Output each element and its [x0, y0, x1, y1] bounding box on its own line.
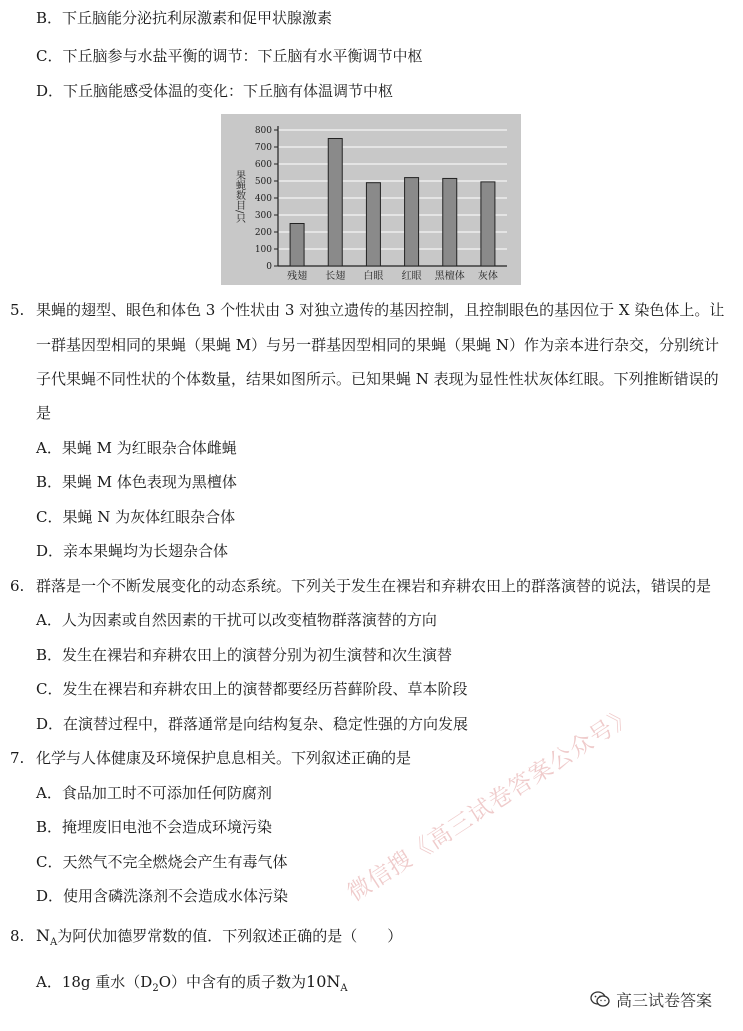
- q8-stem: 为阿伏加德罗常数的值．下列叙述正确的是（ ）: [57, 927, 403, 945]
- q7-option-b: B．掩埋废旧电池不会造成环境污染: [36, 818, 273, 836]
- y-tick-label: 500: [254, 177, 272, 187]
- x-category-label: 白眼: [363, 271, 384, 282]
- watermark-text: 微信搜《高三试卷答案公众号》: [343, 702, 640, 907]
- q7-option-d: D．使用含磷洗涤剂不会造成水体污染: [36, 887, 289, 905]
- bar-1: [290, 224, 304, 267]
- q6-stem: 群落是一个不断发展变化的动态系统。下列关于发生在裸岩和弃耕农田上的群落演替的说法，错误的是: [36, 577, 712, 595]
- q6-option-b: B．发生在裸岩和弃耕农田上的演替分别为初生演替和次生演替: [36, 646, 453, 664]
- q8-option-a-sub2: 2: [152, 983, 159, 994]
- y-tick-label: 400: [254, 194, 272, 204]
- q5-stem-line-4: 是: [36, 404, 52, 422]
- bar-5: [443, 178, 457, 266]
- q6-line-1: [10, 576, 711, 596]
- x-category-label: 灰体: [477, 271, 498, 282]
- y-axis-label: 果蝇数目/只: [233, 170, 245, 224]
- q5-stem-line-3: 子代果蝇不同性状的个体数量，结果如图所示。已知果蝇 N 表现为显性性状灰体红眼。下列推断错误的: [36, 370, 719, 388]
- x-category-label: 红眼: [401, 271, 422, 282]
- y-tick-label: 300: [254, 211, 272, 221]
- q5-stem-line-2: 一群基因型相同的果蝇（果蝇 M）与另一群基因型相同的果蝇（果蝇 N）作为亲本进行杂交，分别统计: [36, 336, 720, 354]
- q6-option-c: C．发生在裸岩和弃耕农田上的演替都要经历苔藓阶段、草本阶段: [36, 680, 468, 698]
- q6-option-a: A．人为因素或自然因素的干扰可以改变植物群落演替的方向: [36, 611, 437, 629]
- q6-option-d: D．在演替过程中，群落通常是向结构复杂、稳定性强的方向发展: [36, 715, 469, 733]
- y-tick-label: 600: [254, 160, 272, 170]
- y-tick-label: 200: [254, 228, 272, 238]
- bar-chart-figure: [221, 114, 521, 285]
- q7-option-a: A．食品加工时不可添加任何防腐剂: [36, 784, 272, 802]
- q4-option-c: C．下丘脑参与水盐平衡的调节：下丘脑有水平衡调节中枢: [36, 47, 423, 65]
- bar-6: [481, 182, 495, 266]
- x-category-label: 长翅: [325, 271, 346, 282]
- q5-option-c: C．果蝇 N 为灰体红眼杂合体: [36, 508, 236, 526]
- q8-option-a-d: D: [140, 973, 153, 991]
- q7-line-1: [10, 748, 411, 768]
- q4-option-b: B．下丘脑能分泌抗利尿激素和促甲状腺激素: [36, 9, 333, 27]
- q8-option-a-sub-a: A: [340, 983, 348, 994]
- q7-option-c: C．天然气不完全燃烧会产生有毒气体: [36, 853, 288, 871]
- q7-stem: 化学与人体健康及环境保护息息相关。下列叙述正确的是: [36, 749, 412, 767]
- q8-option-a-10n: 10N: [306, 972, 341, 991]
- q5-line-1: [10, 300, 724, 320]
- q5-stem-line-1: 果蝇的翅型、眼色和体色 3 个性状由 3 对独立遗传的基因控制，且控制眼色的基因位于 X 染色体上。让: [36, 301, 725, 319]
- wechat-mark: [590, 988, 712, 1010]
- bar-4: [405, 178, 419, 266]
- q8-na-sub: A: [50, 937, 58, 948]
- q8-option-a-middle: O）中含有的质子数为: [158, 973, 307, 991]
- bar-2: [328, 139, 342, 267]
- y-tick-label: 0: [266, 262, 272, 272]
- q8-option-a-prefix: A．18g 重水（: [36, 973, 141, 991]
- x-category-label: 黑檀体: [434, 271, 465, 282]
- q5-option-d: D．亲本果蝇均为长翅杂合体: [36, 542, 229, 560]
- q8-number: 8.: [10, 927, 25, 945]
- y-tick-label: 800: [254, 126, 272, 136]
- bar-chart: [221, 114, 521, 285]
- wechat-label: 高三试卷答案: [616, 990, 713, 1010]
- y-tick-label: 700: [254, 143, 272, 153]
- y-tick-label: 100: [254, 245, 272, 255]
- q8-option-a: [36, 972, 348, 999]
- q7-number: 7.: [10, 749, 25, 767]
- q8-na: N: [36, 926, 50, 945]
- q5-number: 5.: [10, 301, 25, 319]
- q6-number: 6.: [10, 577, 25, 595]
- q5-option-a: A．果蝇 M 为红眼杂合体雌蝇: [36, 439, 237, 457]
- q5-option-b: B．果蝇 M 体色表现为黑檀体: [36, 473, 237, 491]
- wechat-icon: [590, 991, 610, 1007]
- q4-option-d: D．下丘脑能感受体温的变化：下丘脑有体温调节中枢: [36, 82, 394, 100]
- q8-line-1: [10, 926, 402, 953]
- x-category-label: 残翅: [287, 271, 308, 282]
- bar-3: [366, 183, 380, 266]
